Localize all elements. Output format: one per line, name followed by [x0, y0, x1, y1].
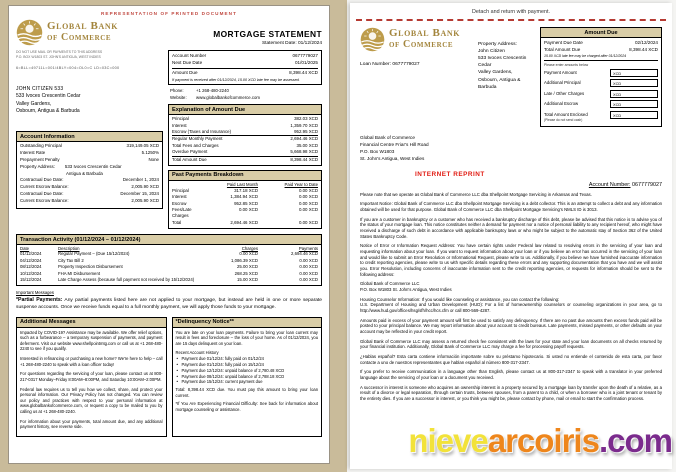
bank-address-line1: Global Bank of Commerce — [360, 135, 415, 141]
pp-row-escrow: Escrow 952.85 XCD 0.00 XCD — [172, 200, 318, 206]
transaction-row: 08/12/2024 Property Inspection Disbursement 25.00 XCD 0.00 XCD — [20, 264, 318, 270]
exp-total-value: 8,398.44 XCD — [290, 156, 318, 162]
property-address-line1: 533 Ivoces Crescentin Cedar — [64, 163, 122, 169]
watermark-part3: .com — [598, 422, 672, 459]
account-number-line — [360, 182, 662, 188]
legal-paragraph: If you are a customer in bankruptcy or a customer who has received a bankruptcy discharge of this debt, please be advised that this notice is to advise you of the status of your mortgage loan. This notice constitutes neither a demand for payment nor a notice of personal liability to any recipient hereof, who might have received a discharge of such debt in accordance with applicable bankruptcy laws or who might be subject to the automatic stay of Section 362 of the United States Bankruptcy Code. — [360, 216, 662, 239]
bank-emblem-icon — [360, 27, 385, 52]
property-address-label: Property Address: — [478, 42, 517, 47]
exp-fees-label: Total Fees and Charges — [172, 142, 219, 148]
coupon-instruction: Please enter amounts below — [544, 62, 589, 67]
account-number-label: Account Number: — [588, 181, 631, 188]
loan-number — [360, 62, 470, 67]
statement-header — [16, 19, 322, 46]
mail-notice-line2: P.O. BOX W1803 ST. JOHN'S ANTIGUA, WEST INDIES — [16, 55, 101, 60]
exp-regular-label: Regular Monthly Payment — [172, 136, 223, 142]
property-line4: Osbourn, Antigua & Barbuda — [478, 77, 521, 90]
coupon-late-fee-note: 15.00 XCD late fee may be charged after 01/12/2024 — [544, 54, 658, 61]
payment-amount-label: Payment Amount — [544, 69, 577, 75]
total-amount-due-value: 8,398.44 XCD — [629, 46, 658, 52]
total-amount-due-label: Total Amount Due — [544, 46, 581, 52]
bank-emblem-icon — [16, 19, 43, 46]
explanation-of-amount-due-box — [168, 104, 322, 166]
legal-paragraph: Notice of Error or Information Request Address: You have certain rights under Federal law related to resolving errors in the servicing of your loan and requesting information about your loan. If you want to request information about your loan or if you believe an error has occurred in the servicing of your loan and would like to submit an Error Resolution or Informational Request, please write to us. Additionally, if you believe we have furnished inaccurate information to credit reporting agencies, please write to us with specific details regarding these errors and any supporting documentation that you have and we will assist you. Error Resolution, including concerns of inaccurate information sent to the credit reporting agencies, or requests for information should be sent to the following address: — [360, 243, 662, 277]
escrow-balance1-value: 2,005.90 XCD — [131, 184, 159, 190]
contractual-due-date2-value: December 15, 2024 — [120, 191, 159, 197]
loan-number-label: Loan Number: — [360, 62, 391, 67]
exp-fees-value: 35.00 XCD — [296, 142, 318, 148]
account-number-label: Account Number — [172, 53, 207, 58]
statement-page — [8, 5, 330, 464]
interest-rate-label: Interest Rate — [20, 150, 46, 156]
property-line3: Valley Gardens, — [478, 70, 513, 76]
total-enclosed-note: (Please do not send cash) — [544, 117, 583, 122]
additional-message: Impacted by COVID-19? Assistance may be available. We offer relief options, such as a forbearance – a temporary suspension of payments, and payment deferment. Visit our website www.shellpointmtg.com or call us at +1 268-480-2240 to see if you qualify. — [20, 329, 163, 352]
property-line1: John Citizen — [478, 49, 505, 55]
total-enclosed-field[interactable]: XCD — [610, 111, 658, 119]
left-column — [16, 50, 163, 229]
legal-paragraph: If you prefer to receive communication in a language other than English, please contact us at 800-317-2347 to speak with a translator in your preferred language about the servicing of your loan or a document you received. — [360, 369, 662, 380]
late-other-charges-label: Late / Other Charges — [544, 90, 585, 96]
bank-address-line4: St. John's Antigua, West Indies — [360, 155, 425, 161]
additional-message: Interested in refinancing or purchasing a new home? We're here to help – call +1 268-480-2240 to speak with a loan officer today! — [20, 356, 163, 367]
partial-payments-text: Any partial payments listed here are not applied to your mortgage, but instead are held in one or more separate suspense accounts. Once we receive funds equal to a full monthly payment, we will apply those funds to your mortgage. — [16, 298, 322, 311]
additional-messages-title: Additional Messages — [17, 318, 166, 328]
watermark-text — [408, 422, 672, 460]
bank-name — [389, 28, 460, 50]
bank-name-line2: of Commerce — [47, 32, 112, 44]
exp-escrow-value: 952.95 XCD — [294, 129, 318, 135]
property-address-line2: Antigua & Barbuda — [66, 170, 103, 176]
bank-name-line1: Global Bank — [47, 20, 119, 33]
payment-due-date-label: Payment Due Date — [544, 40, 583, 45]
partial-payments-note — [16, 297, 322, 311]
recent-account-history-title: Recent Account History — [175, 350, 219, 356]
phone-value: +1 268-480-2240 — [196, 88, 229, 94]
payment-due-date-value: 02/12/2024 — [635, 40, 658, 45]
history-item: • Payment due 08/12/24: unpaid balance of 2,788.18 XCD — [176, 374, 319, 380]
history-item: • Payment due 15/12/24: current payment due — [176, 379, 319, 385]
bank-logo — [16, 19, 118, 46]
additional-principal-field[interactable]: XCD — [610, 79, 658, 87]
delinquency-intro: You are late on your loan payments. Failure to bring your loan current may result in fees and foreclosure – the loss of your home. As of 01/12/2024, you are 15 days delinquent on your loan. — [175, 329, 318, 346]
history-item: • Payment due 01/12/24: fully paid on 01/12/24 — [176, 356, 319, 362]
past-payments-box — [168, 170, 322, 229]
legal-paragraph: U.S. Department of Housing and Urban Development (HUD): For a list of homeownership counselors or counseling organizations in your area, go to http://www.hud.gov/offices/hsg/sfh/hcc/hcs.cfm or call 800-569-4287. — [360, 302, 662, 313]
col-payments: Payments — [298, 246, 318, 252]
account-information-box — [16, 131, 163, 208]
account-information-title: Account Information — [17, 132, 162, 142]
property-address-block — [478, 41, 532, 127]
delinquency-notice-box — [172, 317, 323, 437]
amount-due-value: 8,398.44 XCD — [289, 69, 318, 75]
detach-note: Detach and return with payment. — [472, 9, 550, 15]
reprint-banner: REPRESENTATION OF PRINTED DOCUMENT — [101, 11, 237, 16]
transaction-row: 15/12/2024 Late Charge Assess (because full payment not received by 15/12/2024) 15.00 XCD 0.00 XCD — [20, 276, 318, 282]
escrow-balance2-label: Current Escrow Balance: — [20, 197, 69, 203]
past-payments-title: Past Payments Breakdown — [169, 171, 321, 181]
recipient-address1: 533 Ivoces Crescentin Cedar — [16, 93, 81, 100]
bank-name-line2: of Commerce — [389, 39, 454, 51]
col-charges: Charges — [241, 246, 258, 252]
additional-escrow-field[interactable]: XCD — [610, 100, 658, 108]
delinquency-notice-title: *Delinquency Notice** — [173, 318, 322, 328]
barcode-line: 6=BLL=49711L=001/4BLY=004=OL0=C LD=03C=000 — [16, 66, 120, 71]
important-messages-title: Important Messages — [16, 290, 54, 296]
error-resolution-address-line1: Global Bank of Commerce LLC — [360, 281, 420, 287]
prepayment-penalty-value: None — [148, 156, 159, 162]
col-description: Description — [58, 246, 80, 252]
col-paid-year-to-date: Paid Year to Date — [284, 181, 318, 187]
additional-message: Federal law requires us to tell you how we collect, share, and protect your personal information. Our Privacy Policy has not changed. You can review our policy and practices with respect to your personal information at www.globalbankofcommerce.com, or request a copy to be mailed to you by calling us at +1 268-480-2240. — [20, 386, 163, 414]
pp-row-fees: Fees/Late Charges 0.00 XCD 0.00 XCD — [172, 207, 318, 219]
recipient-name: JOHN CITIZEN 533 — [16, 86, 64, 93]
next-due-label: Next Due Date — [172, 59, 203, 65]
coupon-page — [350, 3, 672, 469]
phone-label: Phone: — [170, 88, 184, 94]
detach-dashed-line — [356, 19, 666, 21]
legal-paragraph: Important Notice: Global Bank of Commerce LLC dba Shellpoint Mortgage Servicing is a debt collector. This is an attempt to collect a debt and any information obtained will be used for that purpose. Global Bank of Commerce LLC dba Shellpoint Mortgage Servicing's NMLS ID is 3013. — [360, 201, 662, 212]
exp-overdue-label: Overdue Payment — [172, 149, 208, 155]
transaction-activity-box — [16, 234, 322, 286]
interest-rate-value: 5.1250% — [141, 150, 159, 156]
pp-row-principal: Principal 317.18 XCD 0.00 XCD — [172, 187, 318, 193]
exp-interest-value: 1,359.70 XCD — [290, 122, 318, 128]
explanation-title: Explanation of Amount Due — [169, 105, 321, 115]
website-value: www.globalbankofcommerce.com — [196, 94, 261, 100]
additional-messages-box — [16, 317, 167, 437]
legal-paragraph: Global Bank of Commerce LLC may assess a returned check fee consistent with the laws for your state and your loan documents on all checks returned by your financial institution. Additionally, Global Bank of Commerce LLC may charge a fee for processing payoff requests. — [360, 338, 662, 350]
outstanding-principal-label: Outstanding Principal — [20, 143, 62, 149]
exp-total-label: Total Amount Due — [172, 156, 207, 162]
amount-due-label: Amount Due — [172, 69, 198, 75]
pp-row-interest: Interest 1,384.94 XCD 0.00 XCD — [172, 194, 318, 200]
amount-due-title: Amount Due — [541, 28, 661, 38]
exp-escrow-label: Escrow (Taxes and Insurance) — [172, 129, 232, 135]
bank-address-line2: Financial Centre Friar's Hill Road — [360, 142, 429, 148]
prepayment-penalty-label: Prepayment Penalty — [20, 156, 60, 162]
additional-message: For questions regarding the servicing of your loan, please contact us at 800-217-0317 Monday–Friday 8:00AM–8:00PM, and Saturday 10:00AM–2:00PM. — [20, 371, 163, 382]
recipient-address2: Valley Gardens, — [16, 100, 52, 107]
recipient-address — [16, 86, 163, 115]
right-column — [168, 50, 322, 229]
col-date: Date — [20, 246, 30, 252]
financial-difficulty-note: *If You Are Experiencing Financial Difficulty: See back for information about mortgage counseling or assistance. — [175, 401, 318, 412]
property-address-label: Property Address: — [20, 163, 55, 169]
property-line2: 533 Ivoces Crescentin Cedar — [478, 56, 527, 69]
exp-interest-label: Interest — [172, 122, 187, 128]
pp-row-total: Total 2,694.46 XCD 0.00 XCD — [172, 219, 318, 225]
legal-paragraph: A successor in interest is someone who acquires an ownership interest in a property secured by a mortgage loan by transfer upon the death of a relative, as a result of a divorce or legal separation, through certain trusts, between spouses, from a parent to a child, or when a borrower who is a joint tenant or tenant by the entirety dies. If you are a successor in interest, or you think you might be, please contact by phone, mail or email to start the confirmation process. — [360, 384, 662, 402]
contact-info — [170, 88, 322, 101]
website-label: Website: — [170, 94, 187, 100]
divider — [172, 68, 318, 69]
transaction-activity-title: Transaction Activity (01/12/2024 – 01/12/2024) — [17, 235, 321, 245]
col-paid-last-month: Paid Last Month — [226, 181, 258, 187]
recipient-address3: Osbourn, Antigua & Barbuda — [16, 107, 80, 114]
partial-payments-lead: *Partial Payments: — [16, 297, 63, 304]
loan-number-value: 0677779027 — [392, 62, 420, 67]
mail-notice-line1: DO NOT USE MAIL OR PAYMENTS TO THIS ADDRESS — [16, 50, 103, 54]
transaction-row: 04/12/2024 City Tax Bill 2 1,086.39 XCD 0.00 XCD — [20, 257, 318, 263]
next-due-value: 01/01/2025 — [295, 59, 318, 65]
contractual-due-date1-value: December 1, 2024 — [122, 177, 159, 183]
account-summary-box — [168, 50, 322, 85]
statement-title: MORTGAGE STATEMENT — [213, 29, 322, 39]
outstanding-principal-value: 319,149.05 XCD — [126, 143, 159, 149]
late-other-charges-field[interactable]: XCD — [610, 90, 658, 98]
exp-regular-value: 2,694.46 XCD — [290, 136, 318, 142]
legal-paragraph: Housing Counselor Information: If you would like counseling or assistance, you can contact the following: — [360, 296, 560, 302]
bank-logo — [360, 27, 470, 52]
escrow-balance2-value: 2,005.90 XCD — [131, 197, 159, 203]
contractual-due-date2-label: Contractual Due Date: — [20, 191, 64, 197]
transaction-row: 01/12/2024 Regular Payment – (Due 15/12/2024) 0.00 XCD 2,694.46 XCD — [20, 251, 318, 257]
legal-paragraph: ¿Hablas español? Esta carta contiene información importante sobre su préstamo hipotecario. Si usted no entiende el contenido de esta carta, por favor contacte a uno de nuestros representantes que hablan español al número 800-317-2347. — [360, 353, 662, 365]
total-enclosed-label: Total Amount Enclosed (Please do not send cash) — [544, 111, 588, 122]
legal-notices — [360, 192, 662, 402]
additional-message: For information about your payments, total amount due, and any additional payment history, see reverse side. — [20, 418, 163, 430]
escrow-balance1-label: Current Escrow Balance: — [20, 184, 69, 190]
legal-paragraph: Amounts paid in excess of your payment amount will first be used to satisfy any delinquency. If there are no past due amounts then excess funds paid will be posted to your principal balance. We may report information about your account to credit bureaus. Late payments, missed payments, or other defaults on your account may be reflected in your credit report. — [360, 317, 662, 334]
amount-due-coupon-box — [540, 27, 662, 127]
internet-reprint-stamp: INTERNET REPRINT — [415, 170, 485, 178]
account-number-value: 0677779027 — [632, 181, 662, 188]
bank-address-line3: P.O. Box W1803 — [360, 148, 395, 154]
bank-mailing-address — [360, 135, 662, 162]
bank-name-line1: Global Bank — [389, 27, 461, 40]
additional-principal-label: Additional Principal — [544, 80, 581, 86]
account-number-value: 0677779027 — [292, 53, 318, 58]
bank-name — [47, 21, 118, 43]
statement-date: Statement Date: 01/12/2024 — [261, 41, 322, 46]
watermark-part2: arcoiris — [487, 422, 599, 459]
history-item: • Payment due 01/12/24: fully paid on 15/12/24 — [176, 362, 319, 368]
delinquency-total: Total: 8,398.44 XCD due. You must pay this amount to bring your loan current. — [175, 387, 318, 398]
transaction-row: 10/12/2024 FHA MI Disbursement 268.25 XCD 0.00 XCD — [20, 270, 318, 276]
late-fee-note: If payment is received after 01/12/2024, 15.00 XCD late fee may be assessed. — [172, 77, 300, 82]
exp-principal-value: 382.03 XCD — [294, 116, 318, 122]
history-item: • Payment due 12/12/24: unpaid balance of 2,780.48 XCD — [176, 368, 319, 374]
statement-title-block — [213, 19, 322, 46]
contractual-due-date1-label: Contractual Due Date: — [20, 177, 64, 183]
payment-amount-field[interactable]: XCD — [610, 69, 658, 77]
legal-paragraph: Please note that we operate as Global Bank of Commerce LLC dba Shellpoint Mortgage Servicing in Arkansas and Texas. — [360, 191, 592, 197]
error-resolution-address-line2: P.O. Box W1803 St. John's Antigua, West Indies — [360, 286, 452, 292]
additional-escrow-label: Additional Escrow — [544, 101, 579, 107]
exp-principal-label: Principal — [172, 116, 189, 122]
watermark-part1: nieve — [408, 422, 488, 459]
exp-overdue-value: 5,668.98 XCD — [290, 149, 318, 155]
